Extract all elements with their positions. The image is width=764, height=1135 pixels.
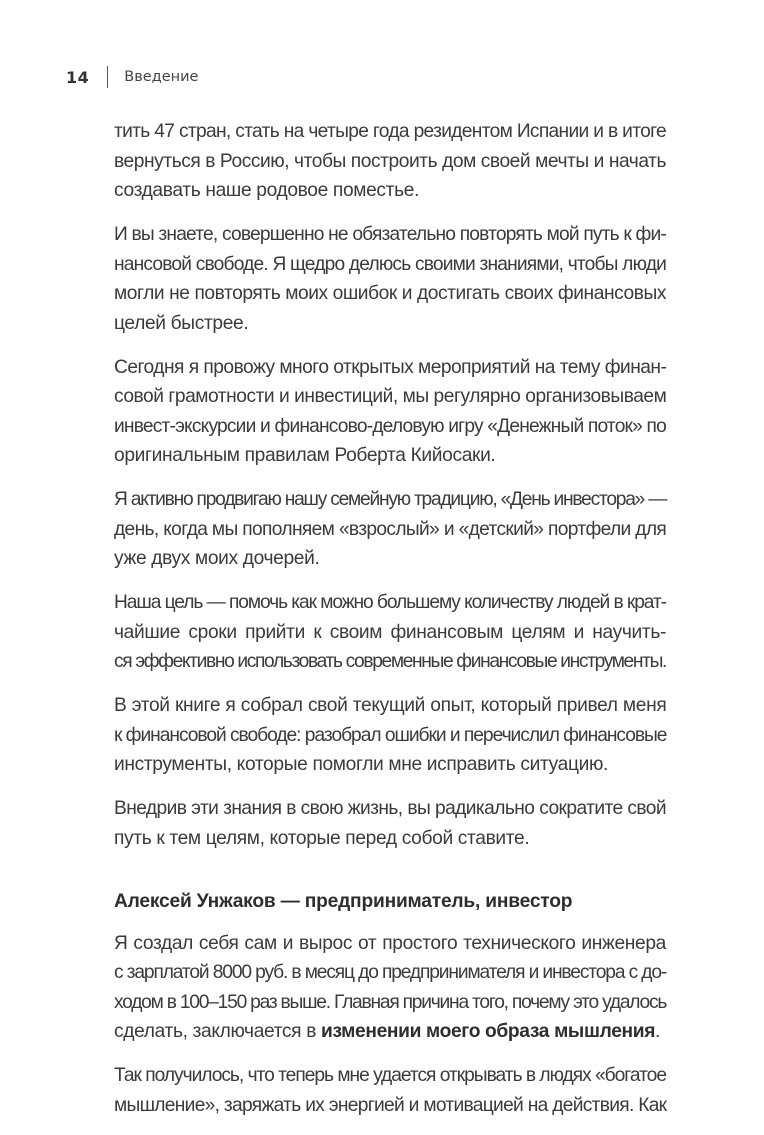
- text-line: создавать наше родовое поместье.: [114, 180, 420, 201]
- text-line: с зарплатой 8000 руб. в месяц до предпринимателя и инвестора с до-: [114, 962, 667, 983]
- text-line: путь к тем целям, которые перед собой ставите.: [114, 827, 530, 849]
- paragraph: [114, 353, 666, 471]
- paragraph: [114, 691, 666, 780]
- text-line: нансовой свободе. Я щедро делюсь своими знаниями, чтобы люди: [114, 253, 666, 275]
- chapter-title: Введение: [124, 69, 199, 85]
- paragraph: [114, 1061, 666, 1120]
- text-line: Так получилось, что теперь мне удается открывать в людях «богатое: [114, 1065, 666, 1086]
- text-line: Я создал себя сам и вырос от простого технического инженера: [114, 932, 666, 954]
- text-line: ходом в 100–150 раз выше. Главная причина того, почему это удалось: [114, 991, 667, 1013]
- paragraph: [114, 794, 666, 853]
- text-line: И вы знаете, совершенно не обязательно повторять мой путь к фи-: [114, 224, 666, 245]
- text-line: В этой книге я собрал свой текущий опыт, который привел меня: [114, 695, 667, 716]
- text-line: ся эффективно использовать современные финансовые инструменты.: [114, 651, 666, 672]
- section-heading: Алексей Унжаков — предприниматель, инвестор: [114, 891, 573, 912]
- text-line: инструменты, которые помогли мне исправить ситуацию.: [114, 754, 608, 775]
- text-line: уже двух моих дочерей.: [114, 548, 320, 569]
- text-line: день, когда мы пополняем «взрослый» и «детский» портфели для: [114, 518, 667, 540]
- page-number: 14: [66, 67, 90, 87]
- text-line: вернуться в Россию, чтобы построить дом своей мечты и начать: [114, 150, 667, 172]
- text-line: мышление», заряжать их энергией и мотивацией на действия. Как: [114, 1094, 667, 1116]
- text-fragment: сделать, заключается в: [114, 1021, 322, 1042]
- text-line: [114, 1017, 666, 1047]
- text-line: Внедрив эти знания в свою жизнь, вы радикально сократите свой: [114, 798, 666, 819]
- text-fragment: .: [655, 1021, 661, 1042]
- paragraph: [114, 485, 666, 574]
- text-line: оригинальным правилам Роберта Кийосаки.: [114, 445, 496, 466]
- bold-emphasis: изменении моего образа мышления: [321, 1021, 656, 1042]
- paragraph: [114, 929, 666, 1047]
- text-line: целей быстрее.: [114, 312, 249, 334]
- text-line: совой грамотности и инвестиций, мы регулярно организовываем: [114, 386, 667, 407]
- text-line: Наша цель — помочь как можно большему количеству людей в крат-: [114, 592, 666, 613]
- text-line: чайшие сроки прийти к своим финансовым целям и научить-: [114, 621, 667, 643]
- text-line: Сегодня я провожу много открытых мероприятий на тему финан-: [114, 356, 667, 378]
- paragraph: [114, 588, 666, 677]
- paragraph: [114, 220, 666, 338]
- paragraph: [114, 117, 666, 206]
- text-line: Я активно продвигаю нашу семейную традицию, «День инвестора» —: [114, 489, 667, 510]
- text-line: тить 47 стран, стать на четыре года резидентом Испании и в итоге: [114, 121, 666, 142]
- text-line: инвест-экскурсии и финансово-деловую игру «Денежный поток» по: [114, 415, 666, 437]
- page-header: [66, 64, 198, 90]
- text-line: могли не повторять моих ошибок и достигать своих финансовых: [114, 283, 666, 304]
- text-line: к финансовой свободе: разобрал ошибки и перечислил финансовые: [114, 724, 667, 746]
- header-divider: [107, 66, 108, 88]
- page-body: [114, 117, 666, 1135]
